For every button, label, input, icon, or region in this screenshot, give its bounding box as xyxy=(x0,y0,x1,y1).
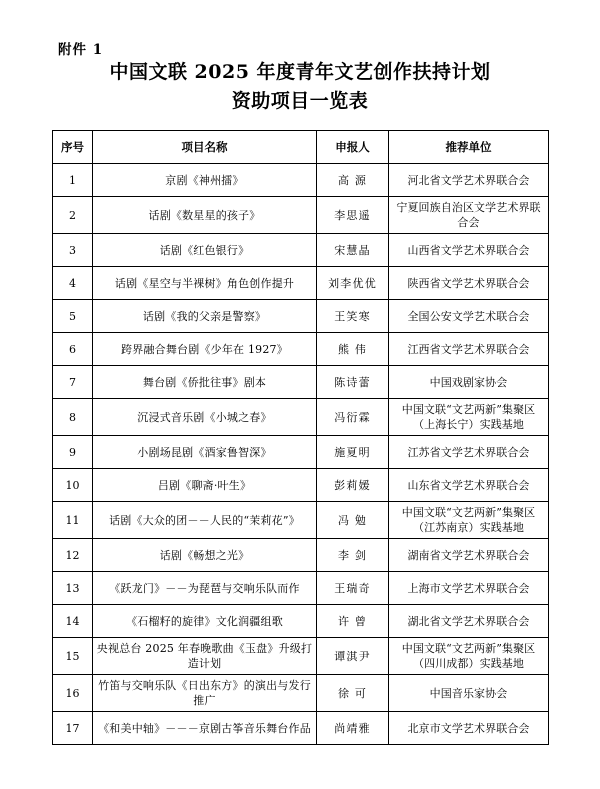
cell-applicant: 王笑寒 xyxy=(317,300,389,333)
column-header-applicant: 申报人 xyxy=(317,131,389,164)
column-header-recommending-unit: 推荐单位 xyxy=(389,131,549,164)
cell-no: 12 xyxy=(53,539,93,572)
cell-no: 11 xyxy=(53,502,93,539)
cell-project-name: 话剧《红色银行》 xyxy=(93,234,317,267)
cell-recommending-unit: 山东省文学艺术界联合会 xyxy=(389,469,549,502)
cell-no: 15 xyxy=(53,638,93,675)
table-row xyxy=(53,366,549,399)
page-title-line-1: 中国文联 2025 年度青年文艺创作扶持计划 xyxy=(109,61,491,83)
cell-no: 4 xyxy=(53,267,93,300)
table-row xyxy=(53,300,549,333)
cell-applicant: 高 源 xyxy=(317,164,389,197)
table-body xyxy=(53,164,549,745)
cell-project-name: 吕剧《聊斋·叶生》 xyxy=(93,469,317,502)
cell-recommending-unit: 中国文联“文艺两新”集聚区（四川成都）实践基地 xyxy=(389,638,549,675)
cell-no: 7 xyxy=(53,366,93,399)
table-header-row xyxy=(53,131,549,164)
cell-recommending-unit: 中国文联“文艺两新”集聚区（江苏南京）实践基地 xyxy=(389,502,549,539)
cell-project-name: 话剧《我的父亲是警察》 xyxy=(93,300,317,333)
cell-applicant: 彭莉媛 xyxy=(317,469,389,502)
table-row xyxy=(53,399,549,436)
cell-applicant: 冯 勉 xyxy=(317,502,389,539)
cell-recommending-unit: 山西省文学艺术界联合会 xyxy=(389,234,549,267)
page-title-line-2: 资助项目一览表 xyxy=(231,90,369,112)
cell-project-name: 话剧《畅想之光》 xyxy=(93,539,317,572)
cell-recommending-unit: 上海市文学艺术界联合会 xyxy=(389,572,549,605)
cell-project-name: 京剧《神州擂》 xyxy=(93,164,317,197)
cell-applicant: 宋慧晶 xyxy=(317,234,389,267)
page-title xyxy=(0,58,600,116)
cell-applicant: 李思遥 xyxy=(317,197,389,234)
cell-project-name: 央视总台 2025 年春晚歌曲《玉盘》升级打造计划 xyxy=(93,638,317,675)
table-row xyxy=(53,605,549,638)
table-row xyxy=(53,234,549,267)
cell-recommending-unit: 宁夏回族自治区文学艺术界联合会 xyxy=(389,197,549,234)
table-row xyxy=(53,539,549,572)
cell-recommending-unit: 中国戏剧家协会 xyxy=(389,366,549,399)
cell-no: 3 xyxy=(53,234,93,267)
cell-recommending-unit: 河北省文学艺术界联合会 xyxy=(389,164,549,197)
cell-applicant: 刘李优优 xyxy=(317,267,389,300)
table-row xyxy=(53,436,549,469)
cell-project-name: 话剧《大众的团－－人民的“茉莉花”》 xyxy=(93,502,317,539)
column-header-no: 序号 xyxy=(53,131,93,164)
cell-recommending-unit: 陕西省文学艺术界联合会 xyxy=(389,267,549,300)
cell-no: 13 xyxy=(53,572,93,605)
cell-no: 2 xyxy=(53,197,93,234)
cell-applicant: 谭淇尹 xyxy=(317,638,389,675)
cell-recommending-unit: 中国文联“文艺两新”集聚区（上海长宁）实践基地 xyxy=(389,399,549,436)
table-row xyxy=(53,164,549,197)
table-row xyxy=(53,712,549,745)
cell-no: 5 xyxy=(53,300,93,333)
cell-project-name: 舞台剧《侨批往事》剧本 xyxy=(93,366,317,399)
cell-project-name: 《和美中轴》－－－京剧古筝音乐舞台作品 xyxy=(93,712,317,745)
cell-no: 17 xyxy=(53,712,93,745)
cell-no: 8 xyxy=(53,399,93,436)
cell-project-name: 《跃龙门》－－为琵琶与交响乐队而作 xyxy=(93,572,317,605)
cell-recommending-unit: 中国音乐家协会 xyxy=(389,675,549,712)
cell-project-name: 《石榴籽的旋律》文化润疆组歌 xyxy=(93,605,317,638)
cell-applicant: 熊 伟 xyxy=(317,333,389,366)
cell-applicant: 王瑞奇 xyxy=(317,572,389,605)
cell-project-name: 跨界融合舞台剧《少年在 1927》 xyxy=(93,333,317,366)
cell-applicant: 施夏明 xyxy=(317,436,389,469)
table-row xyxy=(53,638,549,675)
table-row xyxy=(53,267,549,300)
cell-recommending-unit: 湖南省文学艺术界联合会 xyxy=(389,539,549,572)
cell-project-name: 话剧《星空与半裸树》角色创作提升 xyxy=(93,267,317,300)
table-row xyxy=(53,502,549,539)
cell-project-name: 沉浸式音乐剧《小城之春》 xyxy=(93,399,317,436)
cell-applicant: 冯衍霖 xyxy=(317,399,389,436)
funded-projects-table xyxy=(52,130,549,745)
cell-recommending-unit: 全国公安文学艺术联合会 xyxy=(389,300,549,333)
cell-project-name: 小剧场昆剧《酒家鲁智深》 xyxy=(93,436,317,469)
cell-applicant: 尚靖雅 xyxy=(317,712,389,745)
cell-project-name: 竹笛与交响乐队《日出东方》的演出与发行推广 xyxy=(93,675,317,712)
cell-no: 6 xyxy=(53,333,93,366)
table-row xyxy=(53,333,549,366)
cell-applicant: 李 剑 xyxy=(317,539,389,572)
column-header-project-name: 项目名称 xyxy=(93,131,317,164)
table-row xyxy=(53,197,549,234)
cell-applicant: 许 曾 xyxy=(317,605,389,638)
cell-no: 9 xyxy=(53,436,93,469)
cell-recommending-unit: 湖北省文学艺术界联合会 xyxy=(389,605,549,638)
cell-applicant: 徐 可 xyxy=(317,675,389,712)
attachment-label: 附件 1 xyxy=(58,42,104,58)
table-row xyxy=(53,675,549,712)
cell-no: 10 xyxy=(53,469,93,502)
table-row xyxy=(53,572,549,605)
cell-applicant: 陈诗蕾 xyxy=(317,366,389,399)
cell-no: 16 xyxy=(53,675,93,712)
table-row xyxy=(53,469,549,502)
cell-recommending-unit: 江苏省文学艺术界联合会 xyxy=(389,436,549,469)
cell-project-name: 话剧《数星星的孩子》 xyxy=(93,197,317,234)
cell-no: 14 xyxy=(53,605,93,638)
cell-no: 1 xyxy=(53,164,93,197)
cell-recommending-unit: 江西省文学艺术界联合会 xyxy=(389,333,549,366)
cell-recommending-unit: 北京市文学艺术界联合会 xyxy=(389,712,549,745)
